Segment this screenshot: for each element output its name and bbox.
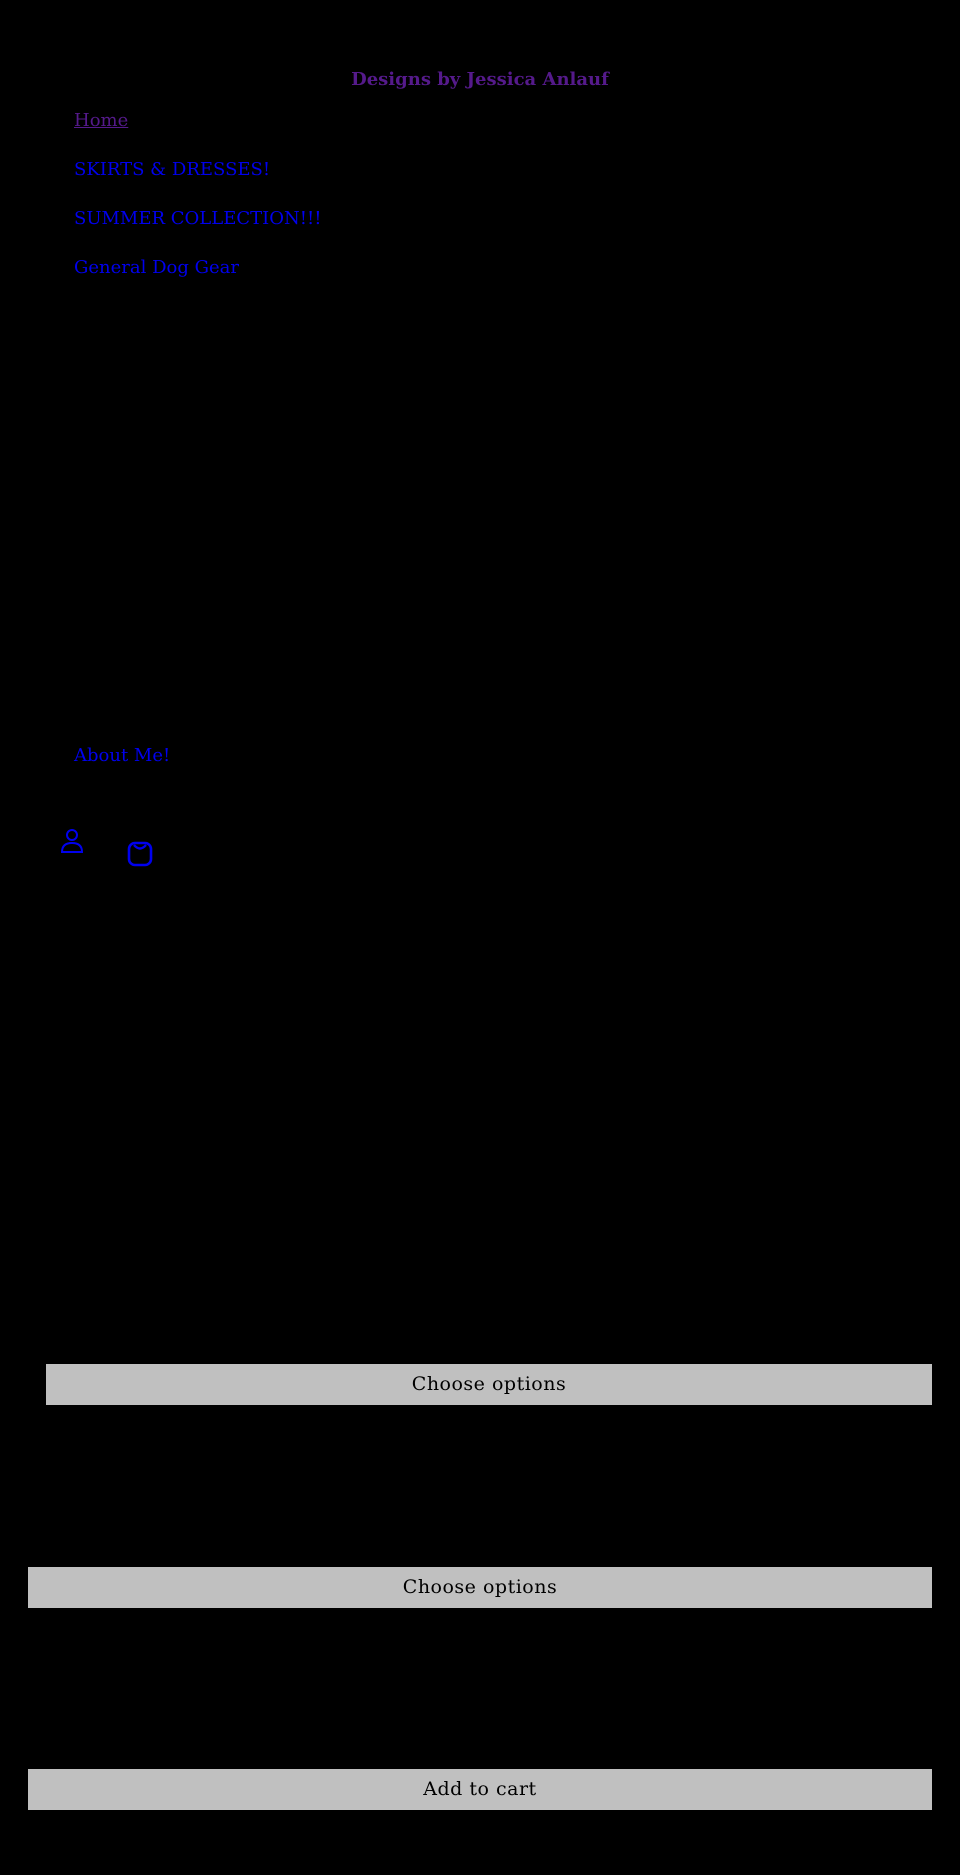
- add-to-cart-button[interactable]: Add to cart: [28, 1769, 932, 1810]
- nav-item-home[interactable]: Home: [74, 110, 129, 131]
- nav-item-about-me[interactable]: About Me!: [74, 745, 171, 766]
- account-icon[interactable]: [58, 827, 86, 855]
- nav-item-skirts-dresses[interactable]: SKIRTS & DRESSES!: [74, 159, 271, 180]
- nav-item-general-dog-gear[interactable]: General Dog Gear: [74, 257, 239, 278]
- nav-item-summer-collection[interactable]: SUMMER COLLECTION!!!: [74, 208, 322, 229]
- site-title-link[interactable]: Designs by Jessica Anlauf: [351, 69, 609, 90]
- choose-options-button[interactable]: Choose options: [28, 1567, 932, 1608]
- choose-options-button[interactable]: Choose options: [46, 1364, 932, 1405]
- cart-icon[interactable]: [126, 840, 154, 868]
